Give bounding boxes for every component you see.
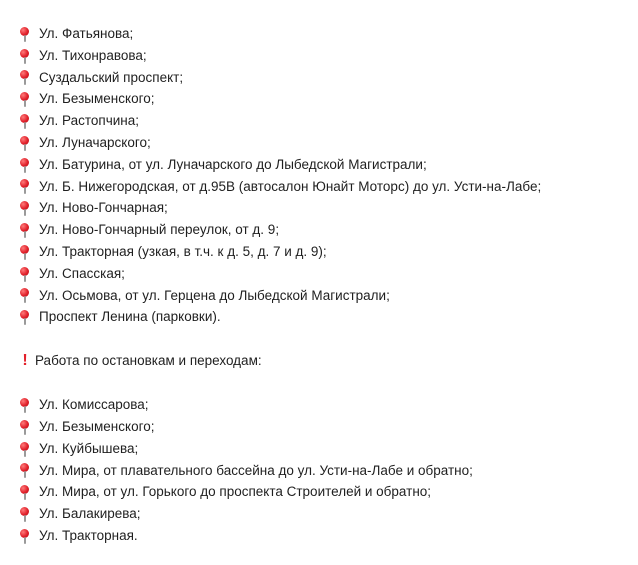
list-item xyxy=(19,306,638,328)
streets-list xyxy=(19,23,638,328)
list-item xyxy=(19,154,638,176)
round-pushpin-icon xyxy=(19,26,33,42)
list-item-text: Ул. Батурина, от ул. Луначарского до Лыбедской Магистрали; xyxy=(39,156,427,172)
list-item xyxy=(19,263,638,285)
round-pushpin-icon xyxy=(19,244,33,260)
list-item-text: Ул. Тракторная (узкая, в т.ч. к д. 5, д. 7 и д. 9); xyxy=(39,243,327,259)
round-pushpin-icon xyxy=(19,178,33,194)
list-item xyxy=(19,176,638,198)
list-item-text: Проспект Ленина (парковки). xyxy=(39,309,221,325)
round-pushpin-icon xyxy=(19,135,33,151)
round-pushpin-icon xyxy=(19,69,33,85)
list-item-text: Ул. Растопчина; xyxy=(39,113,140,129)
round-pushpin-icon xyxy=(19,506,33,522)
round-pushpin-icon xyxy=(19,91,33,107)
list-item xyxy=(19,503,638,525)
list-item xyxy=(19,394,638,416)
list-item-text: Ул. Осьмова, от ул. Герцена до Лыбедской Магистрали; xyxy=(39,287,390,303)
list-item xyxy=(19,132,638,154)
list-item-text: Ул. Б. Нижегородская, от д.95В (автосалон Юнайт Моторс) до ул. Усти-на-Лабе; xyxy=(39,178,542,194)
list-item-text: Ул. Ново-Гончарный переулок, от д. 9; xyxy=(39,222,280,238)
list-item xyxy=(19,285,638,307)
list-item xyxy=(19,525,638,547)
list-item xyxy=(19,67,638,89)
list-item xyxy=(19,481,638,503)
round-pushpin-icon xyxy=(19,309,33,325)
round-pushpin-icon xyxy=(19,113,33,129)
list-item xyxy=(19,197,638,219)
round-pushpin-icon xyxy=(19,287,33,303)
round-pushpin-icon xyxy=(19,528,33,544)
list-item-text: Ул. Фатьянова; xyxy=(39,26,134,41)
list-item xyxy=(19,45,638,67)
round-pushpin-icon xyxy=(19,484,33,500)
list-item xyxy=(19,110,638,132)
stops-heading-text: Работа по остановкам и переходам: xyxy=(35,353,262,369)
list-item xyxy=(19,241,638,263)
round-pushpin-icon xyxy=(19,157,33,173)
list-item-text: Ул. Балакирева; xyxy=(39,506,141,522)
list-item-text: Ул. Тракторная. xyxy=(39,527,138,543)
list-item xyxy=(19,460,638,482)
red-exclamation-icon: ! xyxy=(22,352,28,370)
stops-list xyxy=(19,394,638,547)
list-item-text: Ул. Тихонравова; xyxy=(39,47,147,63)
round-pushpin-icon xyxy=(19,419,33,435)
list-item-text: Ул. Безыменского; xyxy=(39,418,155,434)
list-item-text: Ул. Луначарского; xyxy=(39,134,151,150)
list-item-text: Ул. Безыменского; xyxy=(39,91,155,107)
list-item-text: Суздальский проспект; xyxy=(39,69,184,85)
round-pushpin-icon xyxy=(19,397,33,413)
stops-heading xyxy=(19,350,638,372)
round-pushpin-icon xyxy=(19,462,33,478)
list-item xyxy=(19,416,638,438)
list-item-text: Ул. Мира, от ул. Горького до проспекта Строителей и обратно; xyxy=(39,484,432,500)
round-pushpin-icon xyxy=(19,441,33,457)
list-item xyxy=(19,438,638,460)
list-item-text: Ул. Куйбышева; xyxy=(39,440,139,456)
list-item xyxy=(19,23,638,45)
round-pushpin-icon xyxy=(19,48,33,64)
list-item xyxy=(19,88,638,110)
round-pushpin-icon xyxy=(19,266,33,282)
list-item-text: Ул. Спасская; xyxy=(39,265,125,281)
round-pushpin-icon xyxy=(19,222,33,238)
list-item-text: Ул. Ново-Гончарная; xyxy=(39,200,168,216)
list-item-text: Ул. Комиссарова; xyxy=(39,397,149,413)
round-pushpin-icon xyxy=(19,200,33,216)
list-item xyxy=(19,219,638,241)
list-item-text: Ул. Мира, от плавательного бассейна до ул. Усти-на-Лабе и обратно; xyxy=(39,462,473,478)
